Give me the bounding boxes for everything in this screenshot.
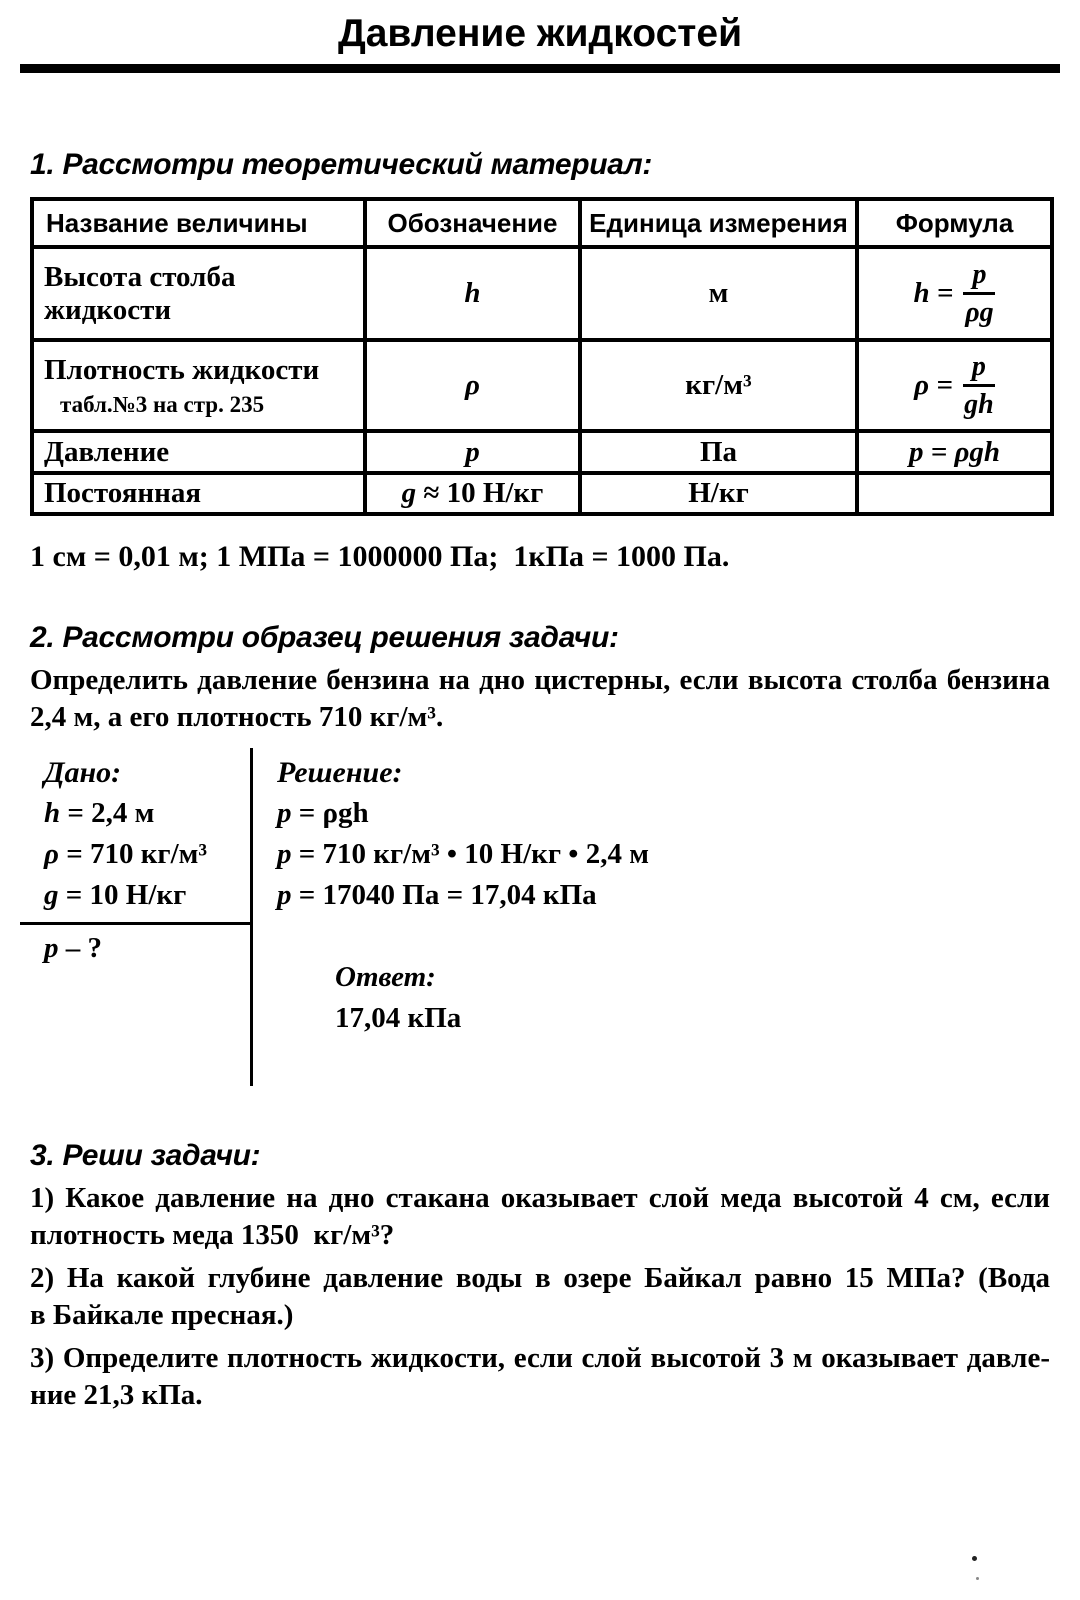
theory-table <box>30 197 1054 516</box>
page-title: Давление жидкостей <box>337 12 743 55</box>
table-row <box>32 431 1052 473</box>
quantity-unit: кг/м³ <box>580 340 857 431</box>
quantity-formula: p = ρgh <box>857 431 1052 473</box>
quantity-name <box>32 340 365 431</box>
section-3-heading: 3. Реши задачи: <box>30 1139 261 1172</box>
quantity-name-text: Плотность жидкости <box>44 353 320 386</box>
task-3 <box>30 1340 1050 1414</box>
title-underline <box>20 64 1060 73</box>
worked-problem-text <box>30 662 1050 736</box>
table-row <box>32 247 1052 340</box>
table-row <box>32 473 1052 514</box>
given-line: h = 2,4 м <box>44 797 155 829</box>
fraction-numerator: p <box>963 352 995 387</box>
fraction-denominator: ρg <box>965 297 994 328</box>
quantity-formula <box>857 247 1052 340</box>
solution-line: p = 17040 Па = 17,04 кПа <box>277 879 597 911</box>
formula-lhs: h = <box>913 277 954 309</box>
answer-line <box>277 916 649 1080</box>
fraction-numerator: p <box>963 260 995 295</box>
col-header-name: Название величины <box>32 199 365 247</box>
solution-column <box>253 748 649 1086</box>
col-header-formula: Формула <box>857 199 1052 247</box>
task-line: 1) Какое давление на дно стакана оказывает слой меда высотой 4 см, если <box>30 1182 1050 1214</box>
solution-line: p = 710 кг/м³ • 10 Н/кг • 2,4 м <box>277 838 649 870</box>
col-header-symbol: Обозначение <box>365 199 580 247</box>
scan-speck <box>972 1556 977 1561</box>
given-line: ρ = 710 кг/м³ <box>44 838 208 870</box>
given-solution-block <box>30 748 1050 1086</box>
formula-fraction <box>963 352 995 420</box>
solution-label: Решение: <box>277 756 403 789</box>
unit-conversions: 1 см = 0,01 м; 1 МПа = 1000000 Па; 1кПа = 1000 Па. <box>30 540 730 573</box>
table-header-row <box>32 199 1052 247</box>
task-line: плотность меда 1350 кг/м³? <box>30 1219 395 1251</box>
given-label: Дано: <box>44 756 122 789</box>
answer-label: Ответ: <box>335 961 436 993</box>
quantity-unit: м <box>580 247 857 340</box>
given-column <box>30 748 250 1086</box>
fraction-denominator: gh <box>964 389 994 420</box>
quantity-formula <box>857 340 1052 431</box>
quantity-symbol: g ≈ 10 Н/кг <box>365 473 580 514</box>
quantity-unit: Па <box>580 431 857 473</box>
problem-line: 2,4 м, а его плотность 710 кг/м³. <box>30 701 444 733</box>
solution-line: p = ρgh <box>277 797 369 829</box>
quantity-name: Постоянная <box>32 473 365 514</box>
quantity-symbol: ρ <box>365 340 580 431</box>
formula-fraction <box>963 260 995 328</box>
given-separator-line <box>20 922 250 925</box>
quantity-formula <box>857 473 1052 514</box>
formula-lhs: ρ = <box>914 369 953 401</box>
col-header-unit: Единица измерения <box>580 199 857 247</box>
task-line: 2) На какой глубине давление воды в озере Байкал равно 15 МПа? (Вода <box>30 1262 1050 1294</box>
quantity-name-note: табл.№3 на стр. 235 <box>60 391 265 417</box>
quantity-symbol: p <box>365 431 580 473</box>
task-2 <box>30 1260 1050 1334</box>
answer-value: 17,04 кПа <box>335 1002 462 1034</box>
table-row <box>32 340 1052 431</box>
task-line: в Байкале пресная.) <box>30 1299 294 1331</box>
quantity-symbol: h <box>365 247 580 340</box>
find-line: p – ? <box>44 932 102 964</box>
quantity-name: Давление <box>32 431 365 473</box>
given-line: g = 10 Н/кг <box>44 879 187 911</box>
problem-line: Определить давление бензина на дно цистерны, если высота столба бензина <box>30 664 1050 696</box>
section-1-heading: 1. Рассмотри теоретический материал: <box>30 148 653 181</box>
task-line: ние 21,3 кПа. <box>30 1379 203 1411</box>
quantity-unit: Н/кг <box>580 473 857 514</box>
scan-speck <box>976 1577 979 1580</box>
task-1 <box>30 1180 1050 1254</box>
task-line: 3) Определите плотность жидкости, если слой высотой 3 м оказывает давле- <box>30 1342 1050 1374</box>
quantity-name: Высота столба жидкости <box>32 247 365 340</box>
section-2-heading: 2. Рассмотри образец решения задачи: <box>30 621 619 654</box>
